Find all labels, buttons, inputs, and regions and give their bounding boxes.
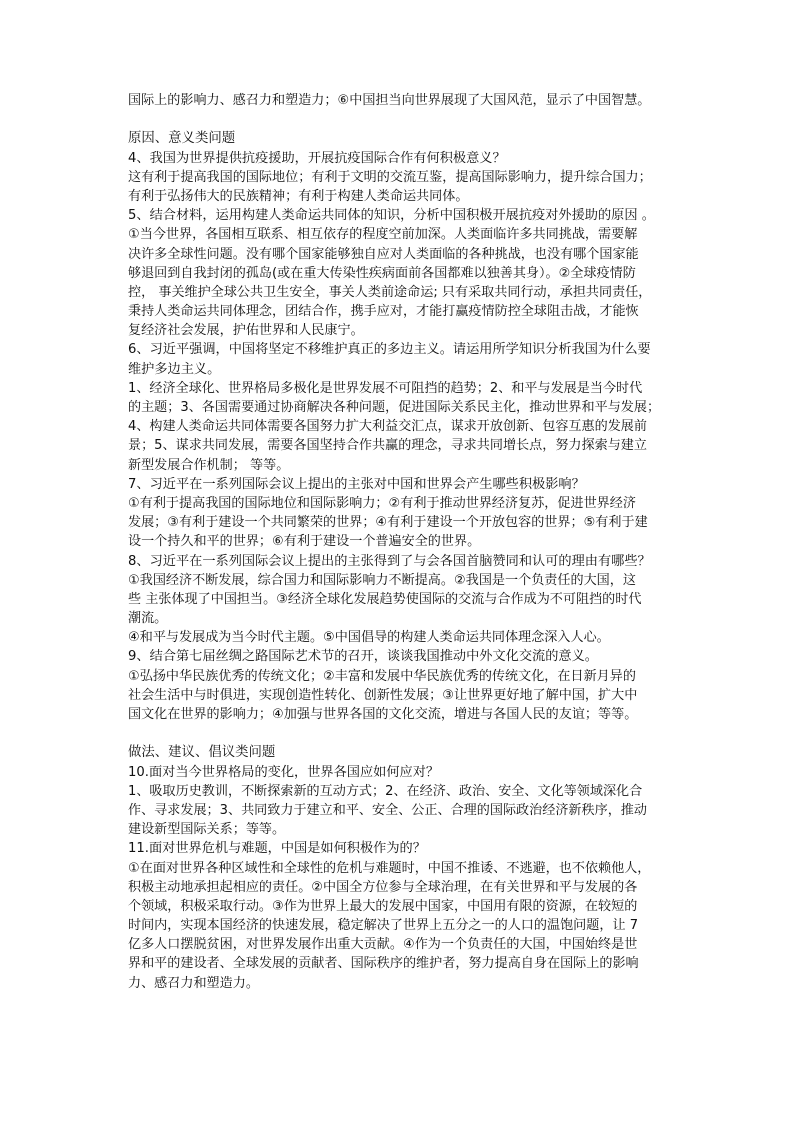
blank-line xyxy=(128,724,688,743)
question-4-title: 4、我国为世界提供抗疫援助，开展抗疫国际合作有何积极意义？ xyxy=(128,150,506,166)
answer-line: 1、经济全球化、世界格局多极化是世界发展不可阻挡的趋势；2、和平与发展是当今时代 xyxy=(128,380,643,396)
answer-line: 控， 事关维护全球公共卫生安全，事关人类前途命运; 只有采取共同行动，承担共同责任， xyxy=(128,284,652,300)
question-9-title: 9、结合第七届丝绸之路国际艺术节的召开，谈谈我国推动中外文化交流的意义。 xyxy=(128,649,598,665)
section-heading-reason: 原因、意义类问题 xyxy=(128,131,236,147)
question-6-title-line: 维护多边主义。 xyxy=(128,361,221,377)
question-10-title: 10.面对当今世界格局的变化，世界各国应如何应对？ xyxy=(128,764,440,780)
section-heading-method: 做法、建议、倡议类问题 xyxy=(128,745,276,761)
answer-line: 发展；③有利于建设一个共同繁荣的世界；④有利于建设一个开放包容的世界；⑤有利于建 xyxy=(128,515,648,531)
answer-line: 社会生活中与时俱进，实现创造性转化、创新性发展；③让世界更好地了解中国，扩大中 xyxy=(128,687,638,703)
answer-line: 决许多全球性问题。没有哪个国家能够独自应对人类面临的各种挑战，也没有哪个国家能 xyxy=(128,246,639,262)
answer-line: 新型发展合作机制； 等等。 xyxy=(128,457,290,473)
question-7-title: 7、习近平在一系列国际会议上提出的主张对中国和世界会产生哪些积极影响？ xyxy=(128,476,585,492)
answer-line: 4、构建人类命运共同体需要各国努力扩大利益交汇点，谋求开放创新、包容互惠的发展前 xyxy=(128,419,647,435)
answer-line: 这有利于提高我国的国际地位；有利于文明的交流互鉴，提高国际影响力，提升综合国力； xyxy=(128,169,652,185)
answer-line: 国文化在世界的影响力；④加强与世界各国的文化交流，增进与各国人民的友谊；等等。 xyxy=(128,707,638,722)
answer-line: ①弘扬中华民族优秀的传统文化；②丰富和发展中华民族优秀的传统文化，在日新月异的 xyxy=(128,668,636,684)
answer-line: 界和平的建设者、全球发展的贡献者、国际秩序的维护者，努力提高自身在国际上的影响 xyxy=(128,956,639,972)
question-8-title: 8、习近平在一系列国际会议上提出的主张得到了与会各国首脑赞同和认可的理由有哪些？ xyxy=(128,553,651,569)
question-5-title: 5、结合材料，运用构建人类命运共同体的知识，分析中国积极开展抗疫对外援助的原因 。 xyxy=(128,208,655,224)
answer-line: 有利于弘扬伟大的民族精神；有利于构建人类命运共同体。 xyxy=(128,188,469,204)
answer-line: 潮流。 xyxy=(128,611,168,627)
answer-line: 建设新型国际关系；等等。 xyxy=(128,822,286,838)
answer-line: ④和平与发展成为当今时代主题。⑤中国倡导的构建人类命运共同体理念深入人心。 xyxy=(128,630,610,646)
answer-line: 力、感召力和塑造力。 xyxy=(128,975,259,991)
answer-line: 复经济社会发展，护佑世界和人民康宁。 xyxy=(128,323,364,339)
answer-line: 时间内，实现本国经济的快速发展，稳定解决了世界上五分之一的人口的温饱问题，让 7 xyxy=(128,918,639,934)
answer-line: ①在面对世界各种区域性和全球性的危机与难题时，中国不推诿、不逃避，也不依赖他人， xyxy=(128,860,651,876)
answer-line: 设一个持久和平的世界；⑥有利于建设一个普遍安全的世界。 xyxy=(128,534,481,550)
question-6-title-line: 6、习近平强调，中国将坚定不移维护真正的多边主义。请运用所学知识分析我国为什么要 xyxy=(128,342,651,358)
answer-line: 些 主张体现了中国担当。③经济全球化发展趋势使国际的交流与合作成为不可阻挡的时代 xyxy=(128,591,642,607)
blank-line xyxy=(128,110,688,129)
answer-line: ①有利于提高我国的国际地位和国际影响力；②有利于推动世界经济复苏，促进世界经济 xyxy=(128,495,636,511)
answer-line: 够退回到自我封闭的孤岛(或在重大传染性疾病面前各国都难以独善其身）。②全球疫情防 xyxy=(128,265,636,281)
answer-line: 景；5、谋求共同发展，需要各国坚持合作共赢的理念，寻求共同增长点，努力探索与建立 xyxy=(128,438,647,454)
answer-line: 积极主动地承担起相应的责任。②中国全方位参与全球治理，在有关世界和平与发展的各 xyxy=(128,879,638,895)
question-11-title: 11.面对世界危机与难题，中国是如何积极作为的？ xyxy=(128,841,426,857)
answer-line: 1、吸取历史教训，不断探索新的互动方式；2、在经济、政治、安全、文化等领域深化合 xyxy=(128,783,643,799)
answer-line: 秉持人类命运共同体理念，团结合作，携手应对，才能打赢疫情防控全球阻击战，才能恢 xyxy=(128,304,639,320)
answer-line: 的主题；3、各国需要通过协商解决各种问题，促进国际关系民主化，推动世界和平与发展； xyxy=(128,400,661,415)
answer-line: 个领域，积极采取行动。③作为世界上最大的发展中国家，中国用有限的资源，在较短的 xyxy=(128,898,638,914)
answer-line: ①我国经济不断发展，综合国力和国际影响力不断提高。②我国是一个负责任的大国，这 xyxy=(128,572,636,588)
answer-line: 作、寻求发展；3、共同致力于建立和平、安全、公正、合理的国际政治经济新秩序，推动 xyxy=(128,802,647,818)
answer-line: 亿多人口摆脱贫困，对世界发展作出重大贡献。④作为一个负责任的大国，中国始终是世 xyxy=(128,937,638,953)
answer-line: ①当今世界，各国相互联系、相互依存的程度空前加深。人类面临许多共同挑战，需要解 xyxy=(128,227,638,243)
document-body xyxy=(128,91,688,993)
intro-tail-line: 国际上的影响力、感召力和塑造力；⑥中国担当向世界展现了大国风范，显示了中国智慧。 xyxy=(128,93,651,108)
